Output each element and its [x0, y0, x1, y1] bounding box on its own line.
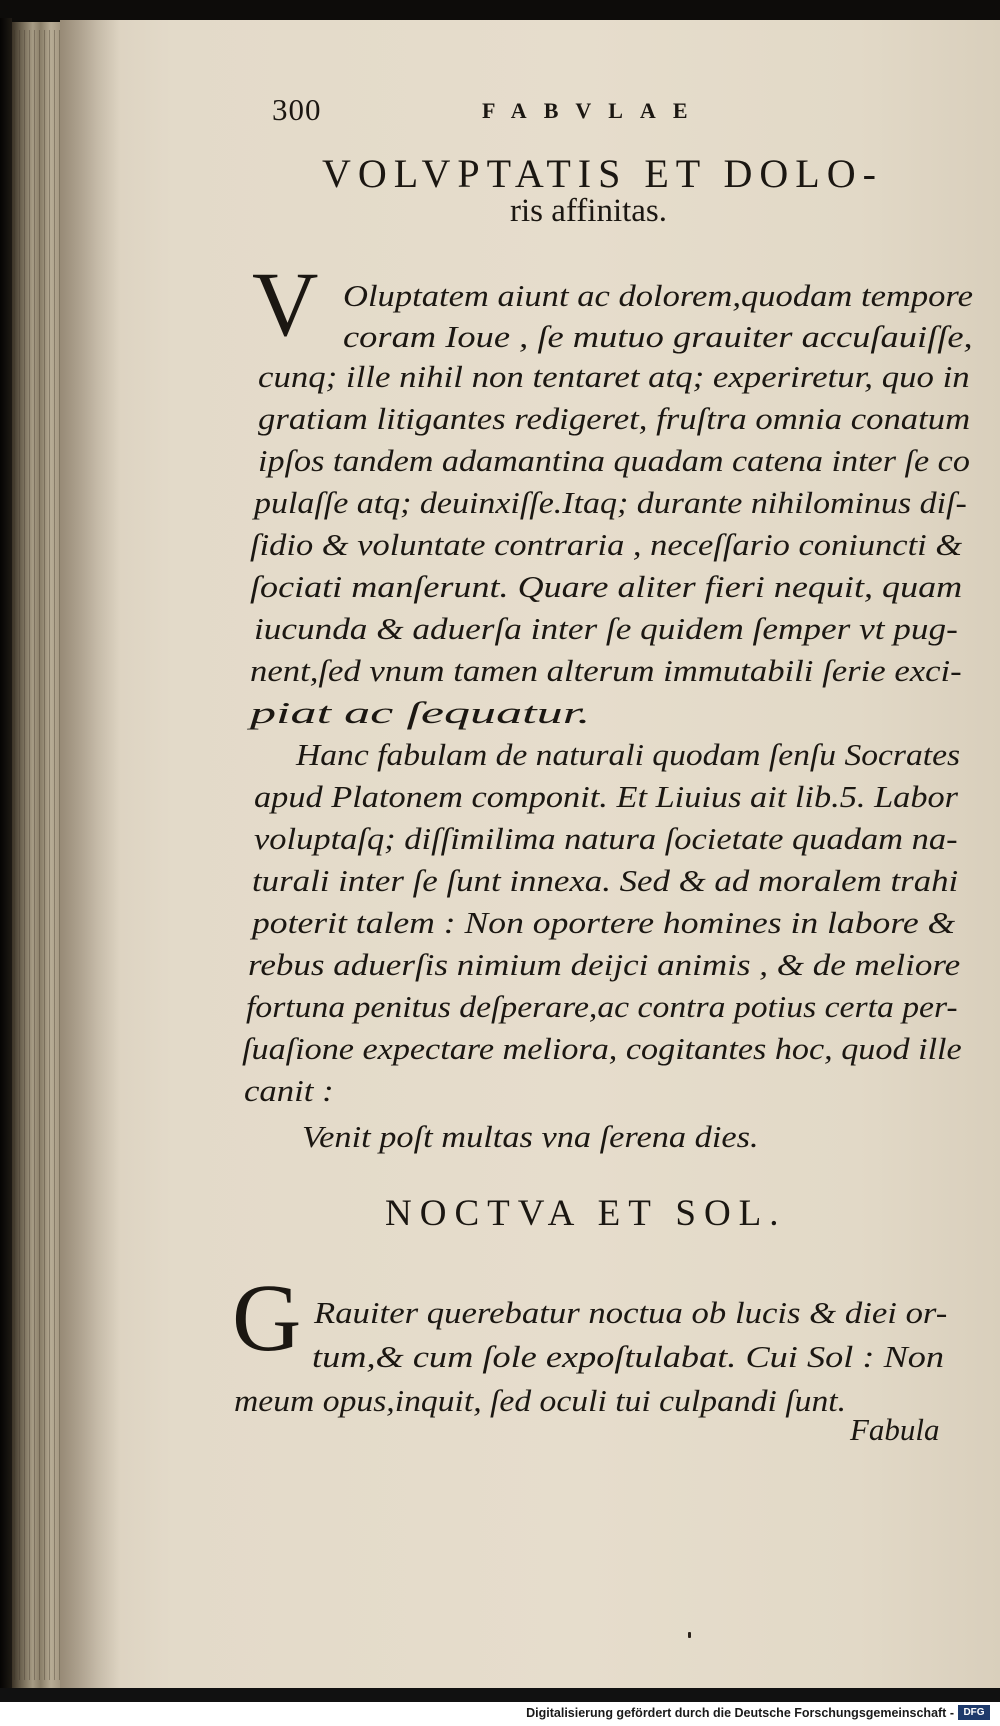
scan-bottom-border: [0, 1688, 1000, 1702]
text-line: Venit poſt multas vna ſerena dies.: [302, 1120, 759, 1154]
section-title-line2: ris affinitas.: [510, 193, 668, 229]
digitization-credit: Digitalisierung gefördert durch die Deutsche Forschungsgemeinschaft -: [526, 1706, 954, 1720]
text-line: piat ac ſequatur.: [250, 696, 591, 730]
text-line: iucunda & aduerſa inter ſe quidem ſemper vt pug-: [254, 612, 958, 646]
text-line: cunq; ille nihil non tentaret atq; experiretur, quo in: [258, 360, 970, 394]
section-title-line1: VOLVPTATIS ET DOLO-: [322, 151, 883, 196]
text-line: fortuna penitus deſperare,ac contra potius certa per-: [246, 990, 958, 1024]
text-line: nent,ſed vnum tamen alterum immutabili ſerie exci-: [250, 654, 962, 688]
ink-speck: [688, 1632, 691, 1638]
text-line: turali inter ſe ſunt innexa. Sed & ad moralem trahi: [252, 864, 959, 898]
text-line: Hanc fabulam de naturali quodam ſenſu Socrates: [296, 738, 961, 772]
page-stack-lines: [14, 30, 60, 1680]
text-line: ſidio & voluntate contraria , neceſſario coniuncti &: [250, 528, 963, 562]
text-line: rebus aduerſis nimium deijci animis , & de meliore: [248, 948, 961, 982]
book-spine-shadow: [0, 18, 12, 1688]
dfg-logo: DFG: [958, 1705, 990, 1720]
text-line: pulaſſe atq; deuinxiſſe.Itaq; durante nihilominus diſ-: [254, 486, 967, 520]
text-line: canit :: [244, 1074, 334, 1108]
drop-capital: G: [232, 1264, 302, 1371]
text-line: gratiam litigantes redigeret, fruſtra omnia conatum: [258, 402, 971, 436]
text-line: poterit talem : Non oportere homines in labore &: [252, 906, 956, 940]
text-line: ipſos tandem adamantina quadam catena inter ſe co: [258, 444, 970, 478]
text-line: voluptaſq; diſſimilima natura ſocietate quadam na-: [254, 822, 958, 856]
drop-capital: V: [252, 253, 319, 355]
text-line: ſuaſione expectare meliora, cogitantes hoc, quod ille: [242, 1032, 962, 1066]
text-line: coram Ioue , ſe mutuo grauiter accuſauiſſe,: [343, 320, 973, 354]
catchword: Fabula: [850, 1412, 940, 1447]
text-line: ſociati manſerunt. Quare aliter fieri nequit, quam: [250, 570, 963, 604]
page-number: 300: [272, 92, 322, 127]
text-line: Rauiter querebatur noctua ob lucis & diei or-: [314, 1296, 948, 1330]
section2-title: NOCTVA ET SOL.: [385, 1193, 787, 1234]
gutter-shadow: [60, 20, 120, 1688]
text-line: Oluptatem aiunt ac dolorem,quodam tempore: [343, 279, 973, 313]
text-line: meum opus,inquit, ſed oculi tui culpandi ſunt.: [234, 1384, 847, 1418]
text-line: apud Platonem componit. Et Liuius ait lib.5. Labor: [254, 780, 959, 814]
scan-top-border: [0, 0, 1000, 22]
text-line: tum,& cum ſole expoſtulabat. Cui Sol : Non: [312, 1340, 945, 1374]
running-title: FABVLAE: [482, 98, 705, 123]
